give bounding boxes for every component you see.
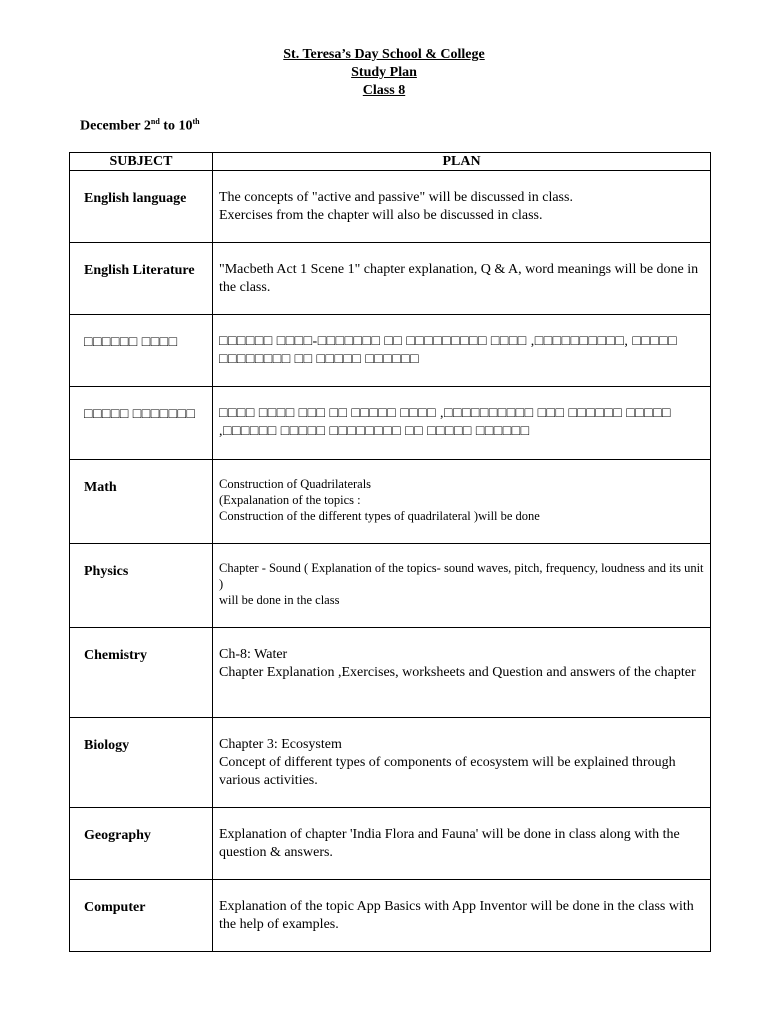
subject-cell: Biology [70,718,213,808]
plan-line: Chapter 3: Ecosystem [219,737,342,752]
subject-cell: English Literature [70,243,213,315]
plan-cell [213,544,711,628]
plan-line: Ch-8: Water [219,647,288,662]
plan-line: Construction of the different types of quadrilateral )will be done [219,509,540,523]
subject-cell: Geography [70,808,213,880]
plan-line: Explanation of the topic App Basics with App Inventor will be done in the class with the help of examples. [219,899,694,932]
plan-cell [213,880,711,952]
subject-cell: Chemistry [70,628,213,718]
date-end: to 10 [159,118,193,134]
subject-cell: □□□□□ □□□□□□□ [70,387,213,460]
plan-line: will be done in the class [219,593,340,607]
plan-line: Chapter - Sound ( Explanation of the topics- sound waves, pitch, frequency, loudness and its unit ) [219,561,704,591]
plan-cell [213,718,711,808]
subject-column-header: SUBJECT [70,153,213,171]
plan-cell [213,628,711,718]
plan-cell [213,460,711,544]
date-end-suffix: th [192,117,200,126]
plan-line: Explanation of chapter 'India Flora and Fauna' will be done in class along with the question & answers. [219,827,680,860]
plan-cell [213,808,711,880]
table-row [70,808,711,880]
table-header-row [70,153,711,171]
plan-line: Construction of Quadrilaterals [219,477,372,491]
plan-cell [213,171,711,243]
plan-line: Chapter Explanation ,Exercises, worksheets and Question and answers of the chapter [219,665,696,680]
plan-line: (Expalanation of the topics : [219,493,361,507]
plan-line: □□□□ □□□□ □□□ □□ □□□□□ □□□□ ,□□□□□□□□□□ □□□ □□□□□□ □□□□□ ,□□□□□□ □□□□□ □□□□□□□□ □□ □□□□□ □□□□□□ [219,406,671,439]
table-row [70,171,711,243]
document-header [0,46,768,100]
subject-cell: Computer [70,880,213,952]
table-row [70,880,711,952]
subject-cell: Math [70,460,213,544]
table-row [70,243,711,315]
table-row [70,315,711,387]
date-start: December 2 [80,118,151,134]
plan-line: "Macbeth Act 1 Scene 1" chapter explanation, Q & A, word meanings will be done in the class. [219,262,699,295]
plan-line: The concepts of "active and passive" will be discussed in class. [219,190,573,205]
table-row [70,718,711,808]
table-row [70,628,711,718]
table-row [70,387,711,460]
subject-cell: English language [70,171,213,243]
date-range [80,117,200,135]
plan-cell [213,243,711,315]
plan-cell [213,387,711,460]
subject-cell: □□□□□□ □□□□ [70,315,213,387]
document-title: Study Plan [351,65,417,80]
plan-column-header: PLAN [213,153,711,171]
subject-cell: Physics [70,544,213,628]
class-label: Class 8 [362,83,406,98]
plan-line: Exercises from the chapter will also be discussed in class. [219,208,543,223]
plan-cell [213,315,711,387]
plan-line: Concept of different types of components of ecosystem will be explained through various activities. [219,755,676,788]
school-name: St. Teresa’s Day School & College [283,47,485,62]
plan-line: □□□□□□ □□□□-□□□□□□□ □□ □□□□□□□□□ □□□□ ,□□□□□□□□□□, □□□□□ □□□□□□□□ □□ □□□□□ □□□□□□ [219,334,678,367]
table-row [70,544,711,628]
table-row [70,460,711,544]
study-plan-table [69,152,711,952]
date-start-suffix: nd [150,117,160,126]
